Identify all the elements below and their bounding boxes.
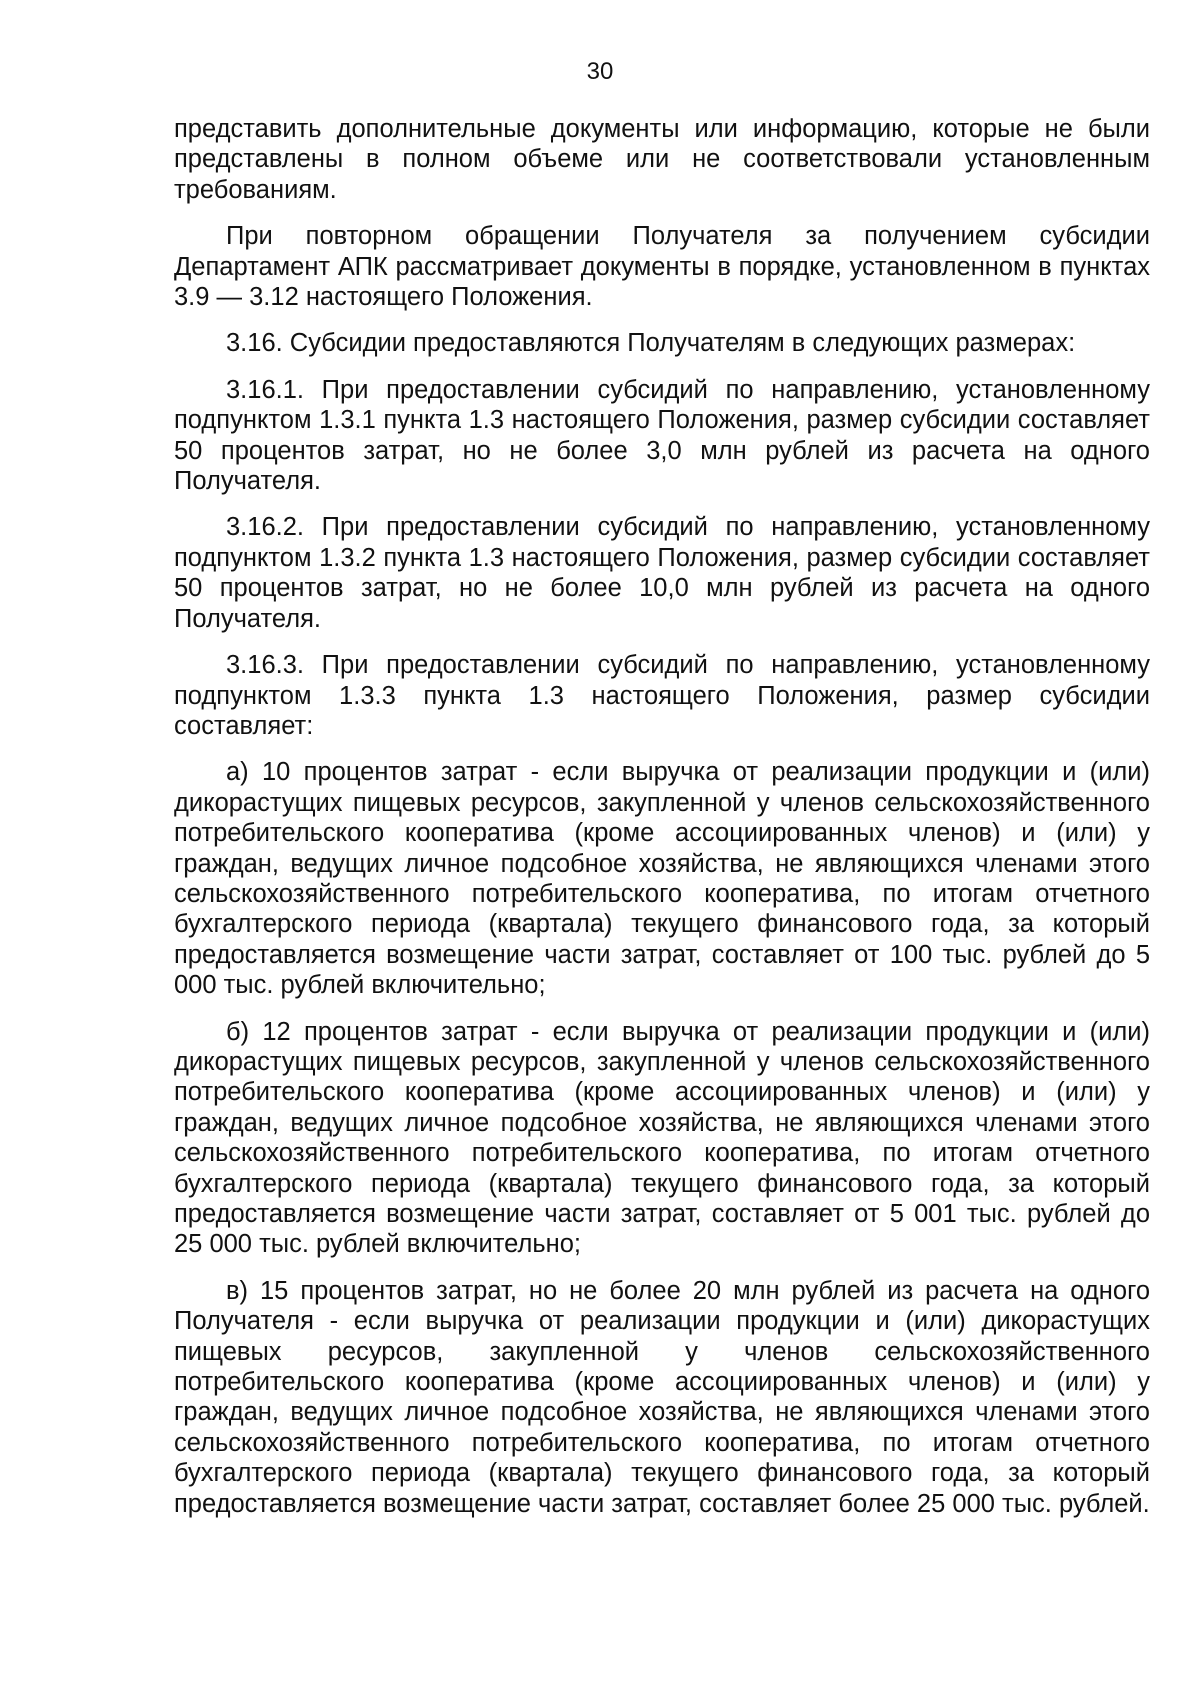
paragraph-3-16-3: 3.16.3. При предоставлении субсидий по направлению, установленному подпунктом 1.3.3 пункта 1.3 настоящего Положения, размер субсидии составляет: <box>174 651 1150 740</box>
paragraph-item-a: а) 10 процентов затрат - если выручка от реализации продукции и (или) дикорастущих пищевых ресурсов, закупленной у членов сельскохозяйственного потребительского кооператива (кроме ассоциированных членов) и (или) у граждан, ведущих личное подсобное хозяйства, не являющихся членами этого сельскохозяйственного потребительского кооператива, по итогам отчетного бухгалтерского периода (квартала) текущего финансового года, за который предоставляется возмещение части затрат, составляет от 100 тыс. рублей до 5 000 тыс. рублей включительно; <box>174 758 1150 1000</box>
paragraph-repeat-request: При повторном обращении Получателя за получением субсидии Департамент АПК рассматривает документы в порядке, установленном в пунктах 3.9 — 3.12 настоящего Положения. <box>174 222 1150 312</box>
paragraph-continuation: представить дополнительные документы или информацию, которые не были представлены в полном объеме или не соответствовали установленным требованиям. <box>174 115 1150 204</box>
page-number: 30 <box>586 58 614 85</box>
paragraph-item-b: б) 12 процентов затрат - если выручка от реализации продукции и (или) дикорастущих пищевых ресурсов, закупленной у членов сельскохозяйственного потребительского кооператива (кроме ассоциированных членов) и (или) у граждан, ведущих личное подсобное хозяйства, не являющихся членами этого сельскохозяйственного потребительского кооператива, по итогам отчетного бухгалтерского периода (квартала) текущего финансового года, за который предоставляется возмещение части затрат, составляет от 5 001 тыс. рублей до 25 000 тыс. рублей включительно; <box>174 1017 1150 1259</box>
paragraph-3-16: 3.16. Субсидии предоставляются Получателям в следующих размерах: <box>226 329 1076 358</box>
document-body <box>174 114 1150 1519</box>
paragraph-3-16-2: 3.16.2. При предоставлении субсидий по направлению, установленному подпунктом 1.3.2 пункта 1.3 настоящего Положения, размер субсидии составляет 50 процентов затрат, но не более 10,0 млн рублей из расчета на одного Получателя. <box>174 513 1150 633</box>
paragraph-item-v: в) 15 процентов затрат, но не более 20 млн рублей из расчета на одного Получателя - если выручка от реализации продукции и (или) дикорастущих пищевых ресурсов, закупленной у членов сельскохозяйственного потребительского кооператива (кроме ассоциированных членов) и (или) у граждан, ведущих личное подсобное хозяйства, не являющихся членами этого сельскохозяйственного потребительского кооператива, по итогам отчетного бухгалтерского периода (квартала) текущего финансового года, за который предоставляется возмещение части затрат, составляет более 25 000 тыс. рублей. <box>174 1276 1150 1518</box>
paragraph-3-16-1: 3.16.1. При предоставлении субсидий по направлению, установленному подпунктом 1.3.1 пункта 1.3 настоящего Положения, размер субсидии составляет 50 процентов затрат, но не более 3,0 млн рублей из расчета на одного Получателя. <box>174 375 1150 496</box>
